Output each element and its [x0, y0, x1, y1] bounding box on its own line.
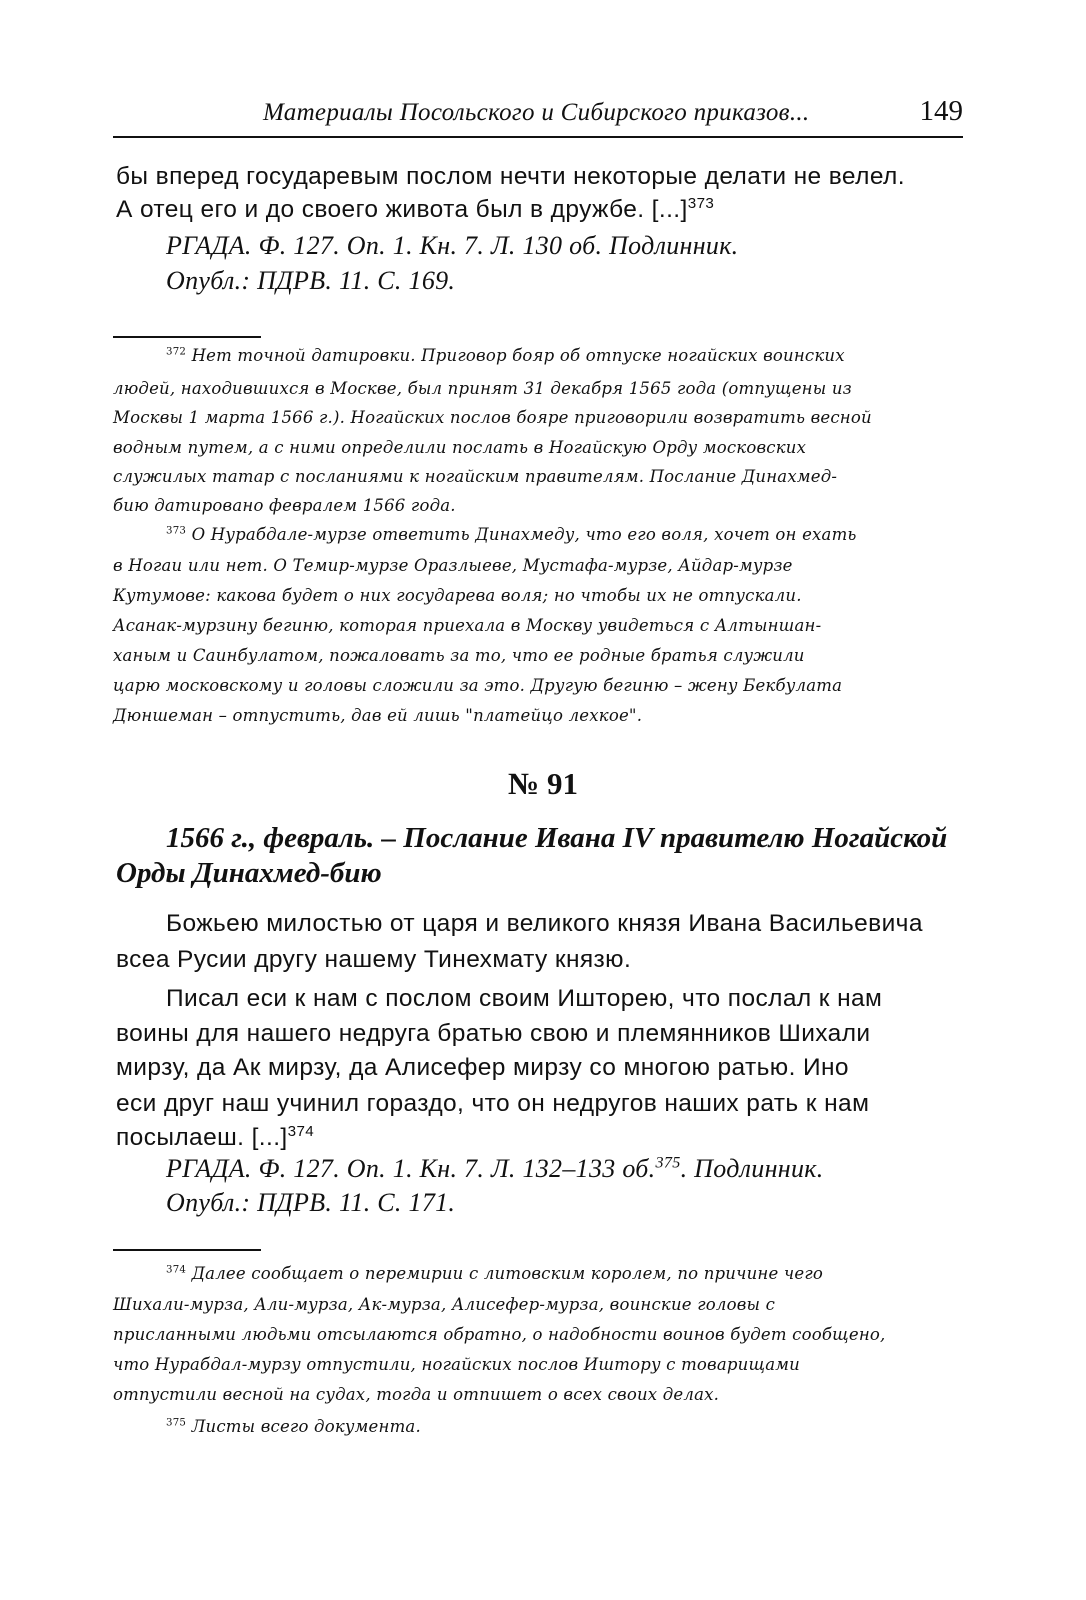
footnote-line: ханым и Саинбулатом, пожаловать за то, что ее родные братья служили	[113, 646, 805, 665]
footnote-ref: 375	[655, 1154, 681, 1172]
text-line: еси друг наш учинил гораздо, что он недругов наших рать к нам	[116, 1090, 870, 1117]
footnote-number: 373	[166, 525, 187, 537]
archive-reference: РГАДА. Ф. 127. Оп. 1. Кн. 7. Л. 132–133 об.$^{375}$. Подлинник.	[166, 1154, 824, 1183]
document-title: Орды Динахмед-бию	[116, 857, 382, 889]
publication-reference: Опубл.: ПДРВ. 11. С. 171.	[166, 1188, 456, 1217]
text-line: бы вперед государевым послом нечти некоторые делати не велел.	[116, 163, 905, 190]
footnote-line: водным путем, а с ними определили послать в Ногайскую Орду московских	[113, 438, 807, 457]
running-title: Материалы Посольского и Сибирского приказов...	[263, 99, 810, 126]
publication-reference: Опубл.: ПДРВ. 11. С. 169.	[166, 266, 456, 295]
footnote-number: 375	[166, 1417, 187, 1429]
page-number: 149	[919, 95, 963, 127]
archive-reference: РГАДА. Ф. 127. Оп. 1. Кн. 7. Л. 130 об. Подлинник.	[166, 231, 739, 260]
footnote-line: царю московскому и головы сложили за это. Другую бегиню – жену Бекбулата	[113, 676, 843, 695]
footnote-line: бию датировано февралем 1566 года.	[113, 496, 456, 515]
footnote-line: людей, находившихся в Москве, был принят 31 декабря 1565 года (отпущены из	[113, 379, 852, 398]
footnote-373: $^{373}$ О Нурабдале-мурзе ответить Динахмеду, что его воля, хочет он ехать	[166, 525, 857, 544]
footnote-line: Асанак-мурзину бегиню, которая приехала в Москву увидеться с Алтыншан-	[113, 616, 822, 635]
footnote-line: присланными людьми отсылаются обратно, о надобности воинов будет сообщено,	[113, 1325, 886, 1344]
footnote-line: что Нурабдал-мурзу отпустили, ногайских послов Иштору с товарищами	[113, 1355, 800, 1374]
footnote-374: $^{374}$ Далее сообщает о перемирии с литовским королем, по причине чего	[166, 1264, 824, 1283]
footnote-line: Шихали-мурза, Али-мурза, Ак-мурза, Алисефер-мурза, воинские головы с	[113, 1295, 776, 1314]
footnote-line: Кутумове: какова будет о них государева воля; но чтобы их не отпускали.	[113, 586, 802, 605]
document-title: 1566 г., февраль. – Послание Ивана IV правителю Ногайской	[166, 822, 948, 854]
footnote-372: $^{372}$ Нет точной датировки. Приговор бояр об отпуске ногайских воинских	[166, 346, 845, 365]
text-line: Божьею милостью от царя и великого князя Ивана Васильевича	[166, 910, 923, 937]
header-rule	[113, 136, 963, 138]
footnote-rule	[113, 1249, 261, 1251]
text-line: А отец его и до своего живота был в дружбе. [...]$^{373}$	[116, 194, 715, 223]
footnote-line: Москвы 1 марта 1566 г.). Ногайских послов бояре приговорили возвратить весной	[113, 408, 872, 427]
text-line: воины для нашего недруга братью свою и племянников Шихали	[116, 1020, 871, 1047]
footnote-line: отпустили весной на судах, тогда и отпишет о всех своих делах.	[113, 1385, 720, 1404]
text-line: мирзу, да Ак мирзу, да Алисефер мирзу со многою ратью. Ино	[116, 1054, 849, 1081]
footnote-line: в Ногаи или нет. О Темир-мурзе Оразлыеве, Мустафа-мурзе, Айдар-мурзе	[113, 556, 793, 575]
footnote-375: $^{375}$ Листы всего документа.	[166, 1417, 421, 1436]
page-header	[113, 95, 963, 145]
text-line: всеа Русии другу нашему Тинехмату князю.	[116, 946, 632, 973]
document-number: № 91	[508, 766, 578, 801]
text-line: Писал еси к нам с послом своим Ишторею, что послал к нам	[166, 985, 883, 1012]
footnote-number: 372	[166, 346, 187, 358]
text-line: посылаеш. [...]$^{374}$	[116, 1122, 315, 1151]
footnote-number: 374	[166, 1264, 187, 1276]
footnote-line: служилых татар с посланиями к ногайским правителям. Послание Динахмед-	[113, 467, 838, 486]
footnote-rule	[113, 336, 261, 338]
footnote-line: Дюншеман – отпустить, дав ей лишь "платейцо лехкое".	[113, 706, 643, 725]
footnote-ref: 374	[287, 1122, 315, 1140]
footnote-ref: 373	[687, 194, 715, 212]
